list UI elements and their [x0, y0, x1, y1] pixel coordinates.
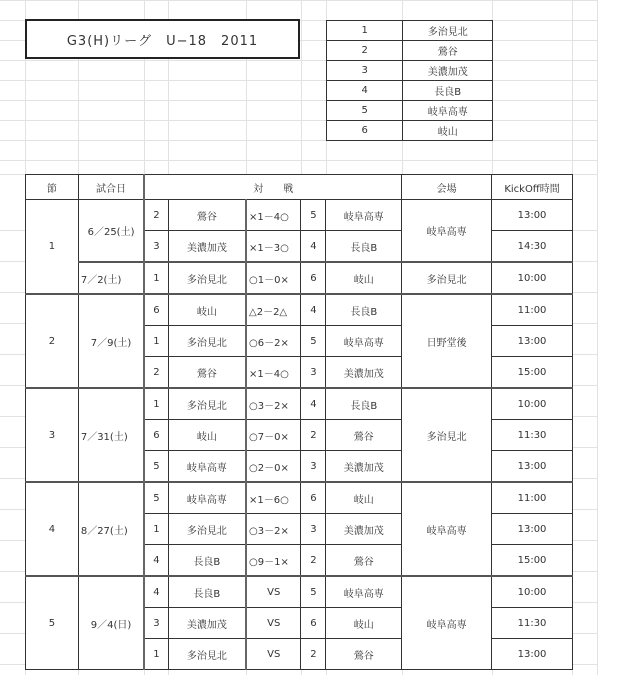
match-result: ○1－0×: [246, 262, 301, 294]
team-name: 鶯谷: [403, 41, 493, 61]
home-team-number: 4: [144, 576, 168, 608]
match-row: [26, 388, 573, 420]
kickoff-time: 13:00: [492, 451, 573, 483]
home-team-number: 2: [144, 357, 168, 389]
home-team: 鶯谷: [168, 200, 246, 231]
away-team: 長良B: [326, 294, 402, 326]
away-team: 岐山: [326, 262, 402, 294]
grid-row-line: [0, 160, 598, 161]
away-team: 岐山: [326, 608, 402, 639]
home-team-number: 1: [144, 326, 168, 357]
team-name: 美濃加茂: [403, 61, 493, 81]
home-team-number: 3: [144, 608, 168, 639]
away-team-number: 6: [301, 608, 326, 639]
grid-row-line: [0, 140, 598, 141]
grid-row-line: [0, 0, 598, 1]
round-number: 2: [26, 294, 79, 388]
away-team: 鶯谷: [326, 639, 402, 670]
kickoff-time: 11:00: [492, 482, 573, 514]
league-title: G3(H)リーグ U−18 2011: [25, 19, 300, 59]
kickoff-time: 13:00: [492, 639, 573, 670]
home-team-number: 1: [144, 262, 168, 294]
grid-row-line: [0, 60, 598, 61]
home-team: 岐山: [168, 294, 246, 326]
header-date: 試合日: [78, 175, 144, 200]
team-number: 5: [327, 101, 403, 121]
away-team-number: 2: [301, 639, 326, 670]
match-result: ○3－2×: [246, 514, 301, 545]
home-team: 美濃加茂: [168, 608, 246, 639]
round-number: 4: [26, 482, 79, 576]
match-result: ○9－1×: [246, 545, 301, 577]
away-team-number: 5: [301, 200, 326, 231]
away-team: 美濃加茂: [326, 357, 402, 389]
kickoff-time: 13:00: [492, 200, 573, 231]
kickoff-time: 10:00: [492, 388, 573, 420]
home-team-number: 6: [144, 294, 168, 326]
home-team-number: 5: [144, 482, 168, 514]
kickoff-time: 13:00: [492, 326, 573, 357]
kickoff-time: 15:00: [492, 545, 573, 577]
match-date: 8／27(土): [78, 482, 144, 576]
home-team-number: 2: [144, 200, 168, 231]
away-team-number: 6: [301, 482, 326, 514]
away-team: 長良B: [326, 388, 402, 420]
away-team: 岐阜高専: [326, 576, 402, 608]
team-number: 4: [327, 81, 403, 101]
grid-row-line: [0, 120, 598, 121]
venue: 多治見北: [402, 262, 492, 294]
away-team: 岐阜高専: [326, 200, 402, 231]
home-team-number: 1: [144, 388, 168, 420]
away-team: 長良B: [326, 231, 402, 263]
match-result: ×1－4○: [246, 200, 301, 231]
kickoff-time: 11:00: [492, 294, 573, 326]
away-team-number: 3: [301, 514, 326, 545]
home-team-number: 1: [144, 639, 168, 670]
home-team: 多治見北: [168, 262, 246, 294]
away-team-number: 5: [301, 326, 326, 357]
team-name: 岐山: [403, 121, 493, 141]
away-team-number: 4: [301, 388, 326, 420]
team-row: [327, 121, 493, 141]
header-kickoff: KickOff時間: [492, 175, 573, 200]
match-result: VS: [246, 639, 301, 670]
match-date: 9／4(日): [78, 576, 144, 670]
away-team: 岐山: [326, 482, 402, 514]
match-row: [26, 576, 573, 608]
home-team: 多治見北: [168, 639, 246, 670]
away-team: 鶯谷: [326, 420, 402, 451]
round-number: 5: [26, 576, 79, 670]
away-team-number: 2: [301, 545, 326, 577]
grid-row-line: [0, 80, 598, 81]
header-match: 対 戦: [144, 175, 401, 200]
venue: 岐阜高専: [402, 482, 492, 576]
home-team: 多治見北: [168, 514, 246, 545]
team-number: 3: [327, 61, 403, 81]
header-venue: 会場: [402, 175, 492, 200]
team-row: [327, 61, 493, 81]
match-date: 7／2(土): [78, 262, 144, 294]
match-result: ○3－2×: [246, 388, 301, 420]
team-list-table: [326, 20, 493, 141]
home-team: 長良B: [168, 545, 246, 577]
match-result: VS: [246, 576, 301, 608]
home-team: 岐阜高専: [168, 451, 246, 483]
home-team: 長良B: [168, 576, 246, 608]
match-row: [26, 262, 573, 294]
match-date: 6／25(土): [78, 200, 144, 263]
home-team-number: 1: [144, 514, 168, 545]
home-team: 鶯谷: [168, 357, 246, 389]
home-team-number: 4: [144, 545, 168, 577]
home-team: 岐山: [168, 420, 246, 451]
team-row: [327, 41, 493, 61]
venue: 岐阜高専: [402, 200, 492, 263]
match-result: ○6－2×: [246, 326, 301, 357]
venue: 多治見北: [402, 388, 492, 482]
away-team: 美濃加茂: [326, 514, 402, 545]
schedule-table: [25, 174, 573, 670]
match-date: 7／9(土): [78, 294, 144, 388]
grid-row-line: [0, 100, 598, 101]
home-team: 多治見北: [168, 326, 246, 357]
kickoff-time: 10:00: [492, 262, 573, 294]
away-team-number: 4: [301, 231, 326, 263]
away-team: 岐阜高専: [326, 326, 402, 357]
match-result: ×1－6○: [246, 482, 301, 514]
match-row: [26, 294, 573, 326]
home-team: 多治見北: [168, 388, 246, 420]
venue: 岐阜高専: [402, 576, 492, 670]
grid-col-line: [597, 0, 598, 675]
kickoff-time: 13:00: [492, 514, 573, 545]
header-round: 節: [26, 175, 79, 200]
match-result: ×1－4○: [246, 357, 301, 389]
away-team-number: 6: [301, 262, 326, 294]
team-row: [327, 81, 493, 101]
team-name: 多治見北: [403, 21, 493, 41]
team-row: [327, 101, 493, 121]
kickoff-time: 11:30: [492, 608, 573, 639]
kickoff-time: 14:30: [492, 231, 573, 263]
round-number: 3: [26, 388, 79, 482]
match-row: [26, 482, 573, 514]
home-team-number: 6: [144, 420, 168, 451]
home-team-number: 3: [144, 231, 168, 263]
kickoff-time: 15:00: [492, 357, 573, 389]
away-team-number: 5: [301, 576, 326, 608]
away-team: 鶯谷: [326, 545, 402, 577]
kickoff-time: 10:00: [492, 576, 573, 608]
home-team: 美濃加茂: [168, 231, 246, 263]
team-number: 6: [327, 121, 403, 141]
home-team: 岐阜高専: [168, 482, 246, 514]
match-row: [26, 200, 573, 231]
home-team-number: 5: [144, 451, 168, 483]
team-number: 2: [327, 41, 403, 61]
venue: 日野堂後: [402, 294, 492, 388]
away-team: 美濃加茂: [326, 451, 402, 483]
team-name: 岐阜高専: [403, 101, 493, 121]
away-team-number: 4: [301, 294, 326, 326]
round-number: 1: [26, 200, 79, 295]
away-team-number: 3: [301, 451, 326, 483]
match-date: 7／31(土): [78, 388, 144, 482]
away-team-number: 2: [301, 420, 326, 451]
header-row: [26, 175, 573, 200]
team-row: [327, 21, 493, 41]
match-result: ○7－0×: [246, 420, 301, 451]
match-result: △2－2△: [246, 294, 301, 326]
team-name: 長良B: [403, 81, 493, 101]
kickoff-time: 11:30: [492, 420, 573, 451]
away-team-number: 3: [301, 357, 326, 389]
team-number: 1: [327, 21, 403, 41]
match-result: VS: [246, 608, 301, 639]
match-result: ×1－3○: [246, 231, 301, 263]
match-result: ○2－0×: [246, 451, 301, 483]
